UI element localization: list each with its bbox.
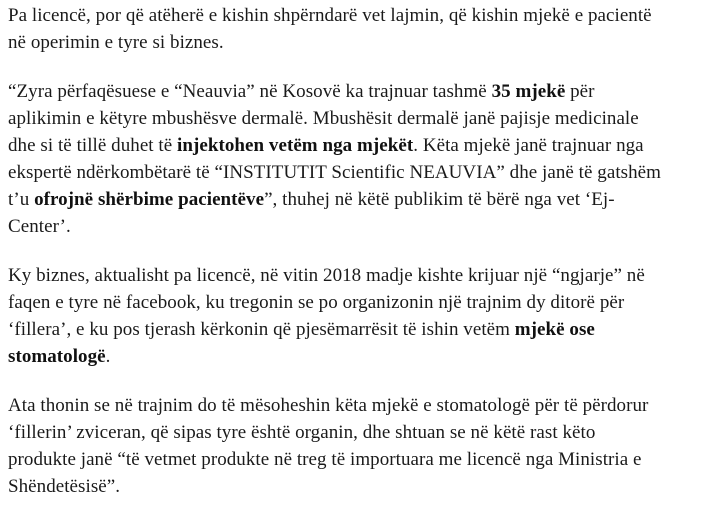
bold-text: mjekë ose xyxy=(514,319,595,340)
text-line: Pa licencë, por që atëherë e kishin shpërndarë vet lajmin, që kishin mjekë e pacientë xyxy=(8,5,652,26)
text-line: aplikimin e këtyre mbushësve dermalë. Mbushësit dermalë janë pajisje medicinale xyxy=(8,108,639,129)
bold-text: injektohen vetëm nga mjekët xyxy=(177,135,414,156)
text-run: ‘fillera’, e ku pos tjerash kërkonin që pjesëmarrësit të ishin vetëm xyxy=(8,319,515,340)
text-line: produkte janë “të vetmet produkte në treg të importuara me licencë nga Ministria e xyxy=(8,449,642,470)
text-run: ”, thuhej në këtë publikim të bërë nga vet ‘Ej- xyxy=(264,189,615,210)
text-run: . Këta mjekë janë trajnuar nga xyxy=(413,135,644,156)
text-line xyxy=(8,316,707,343)
text-line: ‘fillerin’ zviceran, që sipas tyre është organin, dhe shtuan se në këtë rast këto xyxy=(8,422,596,443)
text-line: ekspertë ndërkombëtarë të “INSTITUTIT Scientific NEAUVIA” dhe janë të gatshëm xyxy=(8,162,661,183)
text-line: Center’. xyxy=(8,216,71,237)
paragraph-3 xyxy=(8,262,707,370)
bold-text: 35 mjekë xyxy=(491,81,566,102)
text-run: dhe si të tillë duhet të xyxy=(8,135,178,156)
text-line xyxy=(8,343,707,370)
paragraph-4 xyxy=(8,392,707,500)
bold-text: ofrojnë shërbime pacientëve xyxy=(34,189,265,210)
paragraph-2 xyxy=(8,78,707,240)
text-run: t’u xyxy=(8,189,35,210)
text-run: . xyxy=(105,346,111,367)
paragraph-1 xyxy=(8,2,707,56)
text-line xyxy=(8,132,707,159)
text-line xyxy=(8,186,707,213)
text-line: në operimin e tyre si biznes. xyxy=(8,32,224,53)
text-line: Shëndetësisë”. xyxy=(8,476,121,497)
text-line: Ata thonin se në trajnim do të mësoheshin këta mjekë e stomatologë për të përdorur xyxy=(8,395,649,416)
text-line xyxy=(8,78,707,105)
bold-text: stomatologë xyxy=(8,346,106,367)
text-line: Ky biznes, aktualisht pa licencë, në vitin 2018 madje kishte krijuar një “ngjarje” në xyxy=(8,265,645,286)
text-line: faqen e tyre në facebook, ku tregonin se po organizonin një trajnim dy ditorë për xyxy=(8,292,625,313)
text-run: për xyxy=(565,81,595,102)
text-run: “Zyra përfaqësuese e “Neauvia” në Kosovë ka trajnuar tashmë xyxy=(8,81,492,102)
